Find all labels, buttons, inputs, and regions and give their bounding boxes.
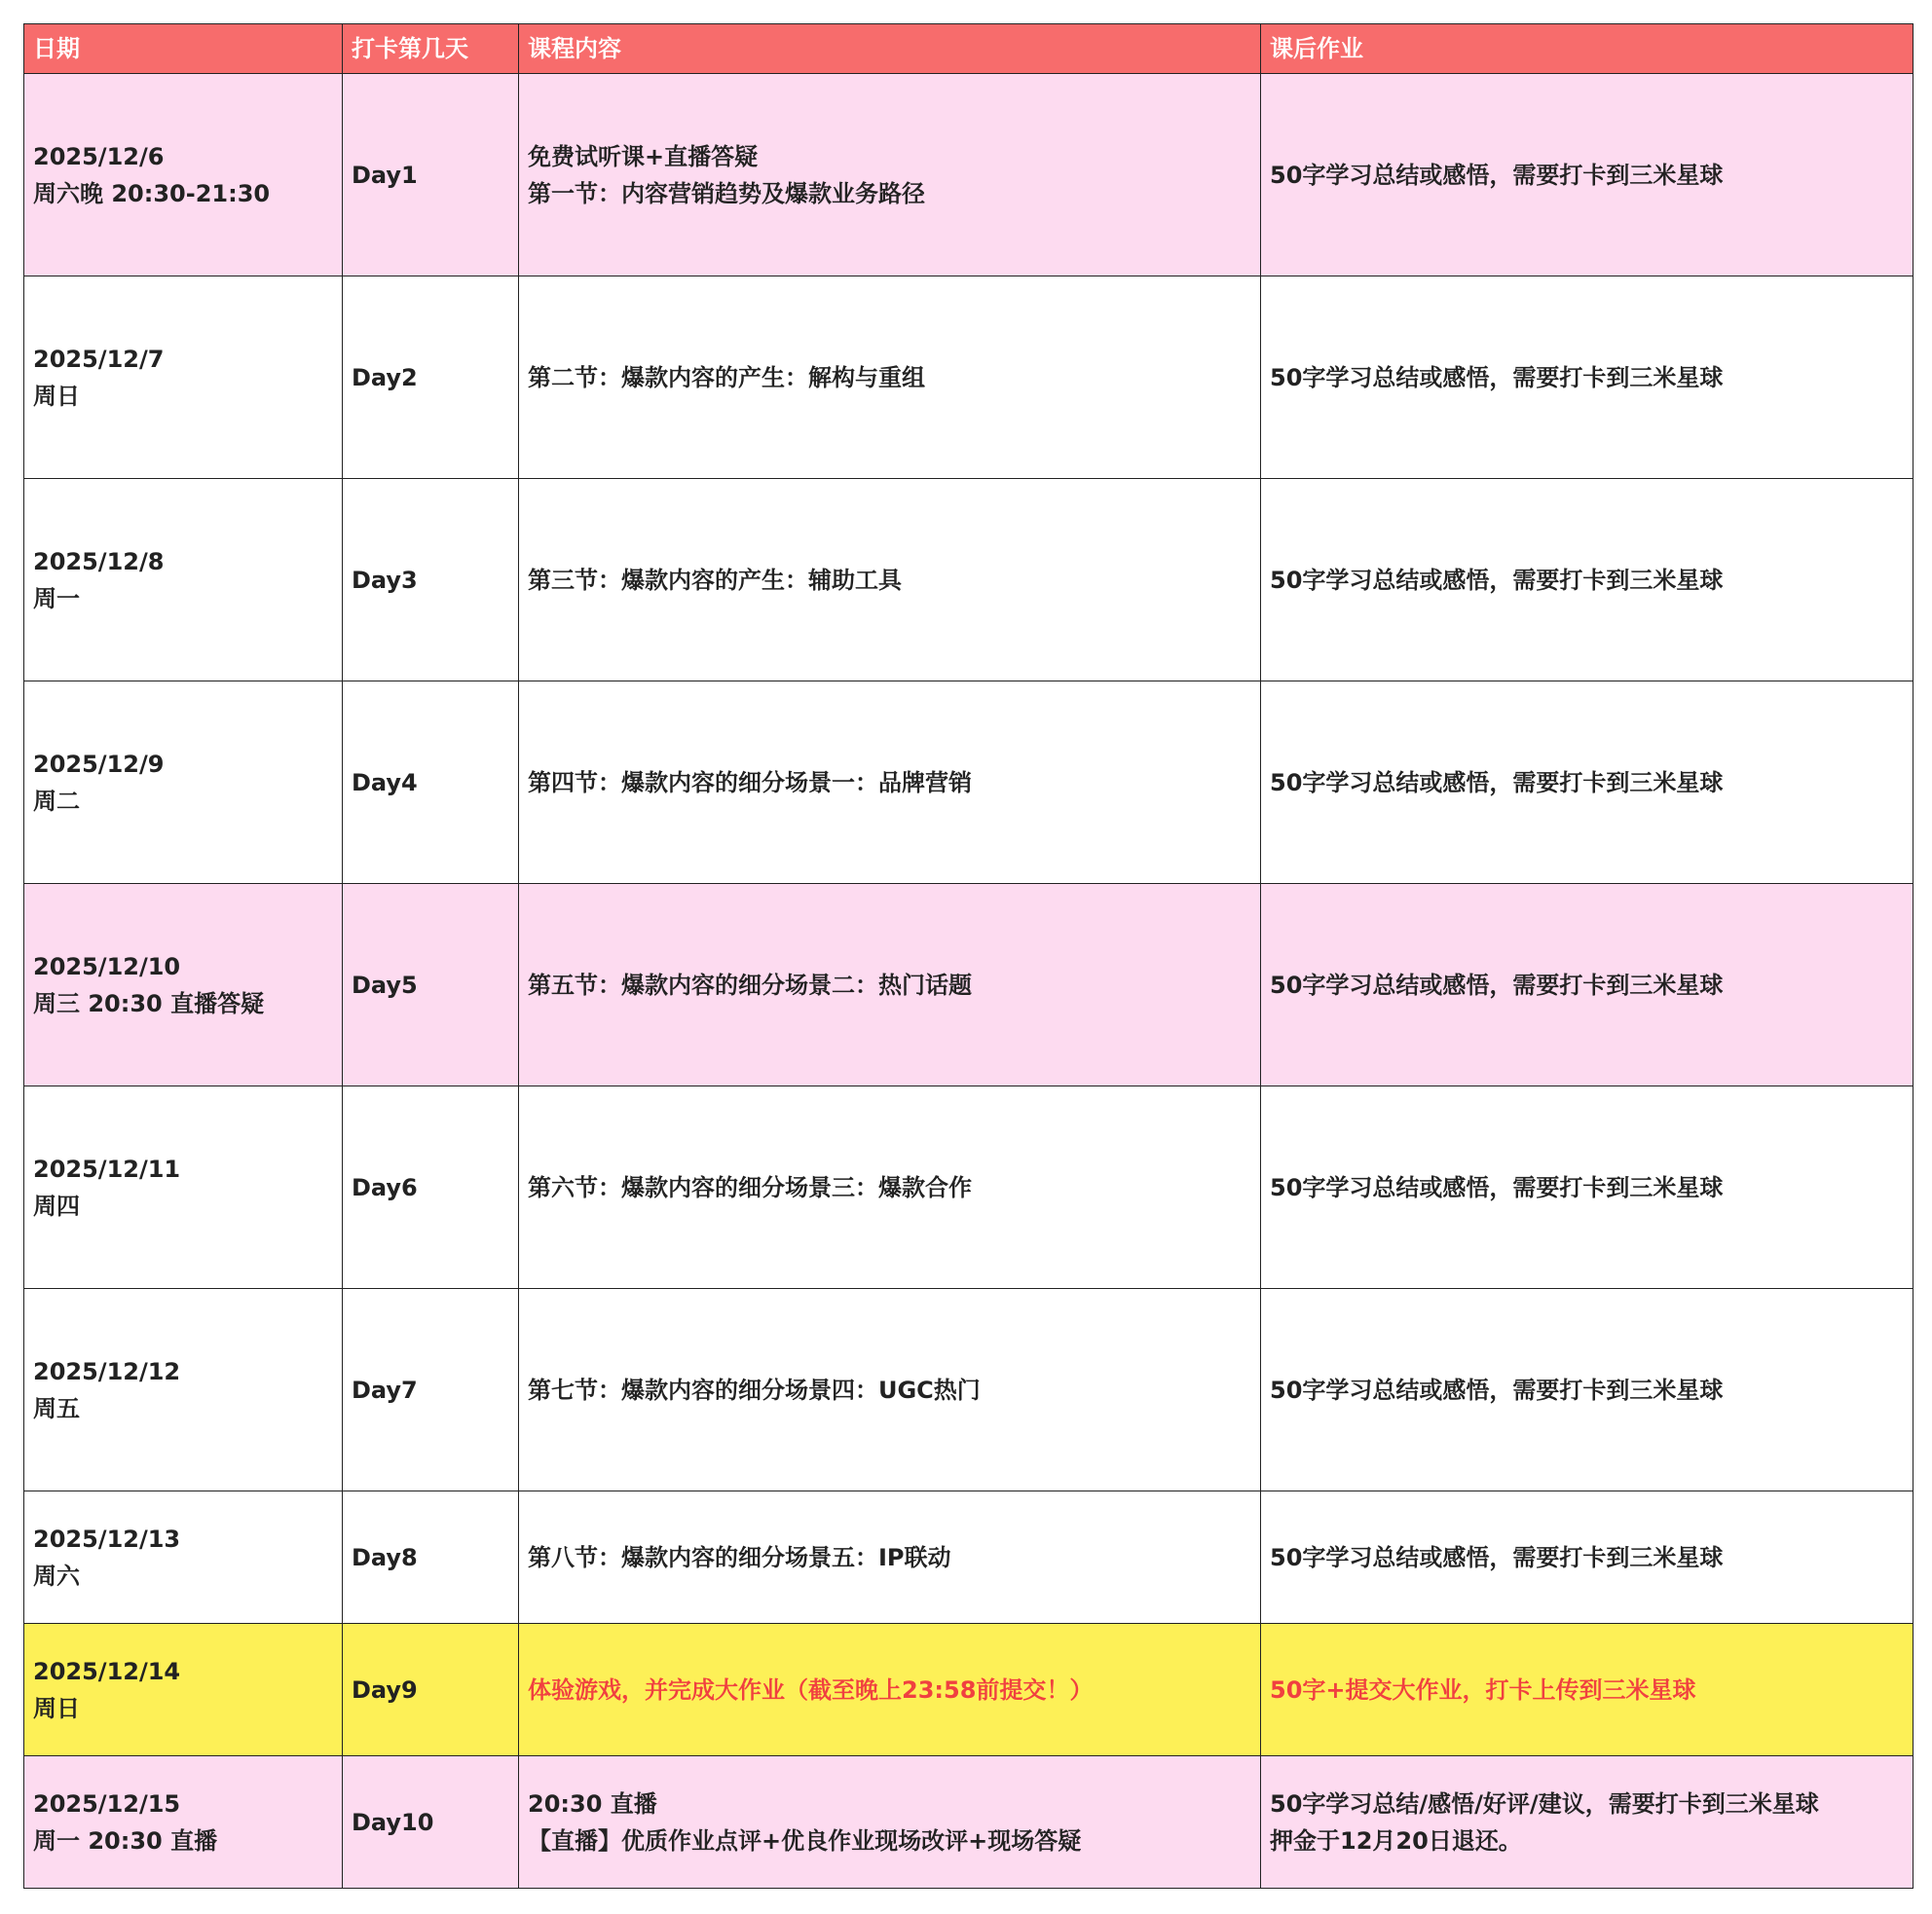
header-course-content: 课程内容	[519, 24, 1261, 74]
date-line: 2025/12/9	[33, 750, 165, 778]
content-line: 第六节：爆款内容的细分场景三：爆款合作	[528, 1173, 972, 1201]
homework-cell	[1261, 1756, 1913, 1889]
weekday-line: 周日	[33, 1694, 80, 1722]
table-row	[24, 1756, 1913, 1889]
schedule-table	[23, 23, 1913, 1889]
homework-line: 50字学习总结或感悟，需要打卡到三米星球	[1270, 1173, 1724, 1201]
content-line: 第五节：爆款内容的细分场景二：热门话题	[528, 971, 972, 999]
content-line: 【直播】优质作业点评+优良作业现场改评+现场答疑	[528, 1826, 1082, 1855]
homework-line: 50字学习总结或感悟，需要打卡到三米星球	[1270, 363, 1724, 391]
header-checkin-day: 打卡第几天	[343, 24, 519, 74]
schedule-body	[24, 74, 1913, 1889]
weekday-line: 周一 20:30 直播	[33, 1826, 218, 1855]
content-cell	[519, 681, 1261, 884]
weekday-line: 周四	[33, 1192, 80, 1220]
content-cell	[519, 1491, 1261, 1624]
header-row	[24, 24, 1913, 74]
content-line: 体验游戏，并完成大作业（截至晚上23:58前提交！）	[528, 1675, 1094, 1704]
homework-line: 50字学习总结或感悟，需要打卡到三米星球	[1270, 768, 1724, 796]
day-cell: Day8	[343, 1491, 519, 1624]
homework-cell	[1261, 681, 1913, 884]
homework-cell	[1261, 1289, 1913, 1491]
date-line: 2025/12/7	[33, 345, 165, 373]
weekday-line: 周日	[33, 382, 80, 410]
weekday-line: 周六	[33, 1562, 80, 1590]
homework-cell	[1261, 479, 1913, 681]
content-cell	[519, 479, 1261, 681]
date-line: 2025/12/11	[33, 1155, 181, 1183]
table-row	[24, 884, 1913, 1086]
day-cell: Day2	[343, 276, 519, 479]
content-cell	[519, 1289, 1261, 1491]
content-line: 免费试听课+直播答疑	[528, 142, 759, 170]
homework-line: 50字学习总结或感悟，需要打卡到三米星球	[1270, 971, 1724, 999]
date-line: 2025/12/15	[33, 1789, 181, 1818]
day-cell: Day9	[343, 1624, 519, 1756]
date-line: 2025/12/13	[33, 1525, 181, 1553]
date-cell	[24, 74, 343, 276]
homework-cell	[1261, 276, 1913, 479]
table-row	[24, 1086, 1913, 1289]
content-cell	[519, 1624, 1261, 1756]
content-line: 第八节：爆款内容的细分场景五：IP联动	[528, 1543, 951, 1571]
content-line: 第七节：爆款内容的细分场景四：UGC热门	[528, 1376, 981, 1404]
date-cell	[24, 1624, 343, 1756]
weekday-line: 周五	[33, 1394, 80, 1422]
table-row	[24, 479, 1913, 681]
homework-cell	[1261, 884, 1913, 1086]
content-cell	[519, 276, 1261, 479]
homework-line: 50字+提交大作业，打卡上传到三米星球	[1270, 1675, 1696, 1704]
table-row	[24, 1624, 1913, 1756]
header-date: 日期	[24, 24, 343, 74]
date-line: 2025/12/8	[33, 547, 165, 575]
homework-line: 50字学习总结/感悟/好评/建议，需要打卡到三米星球	[1270, 1789, 1819, 1818]
day-cell: Day10	[343, 1756, 519, 1889]
content-line: 20:30 直播	[528, 1789, 657, 1818]
content-line: 第四节：爆款内容的细分场景一：品牌营销	[528, 768, 972, 796]
homework-line: 50字学习总结或感悟，需要打卡到三米星球	[1270, 566, 1724, 594]
date-cell	[24, 479, 343, 681]
day-cell: Day6	[343, 1086, 519, 1289]
day-cell: Day3	[343, 479, 519, 681]
date-cell	[24, 1491, 343, 1624]
date-cell	[24, 1086, 343, 1289]
day-cell: Day7	[343, 1289, 519, 1491]
content-line: 第一节：内容营销趋势及爆款业务路径	[528, 179, 925, 207]
table-row	[24, 681, 1913, 884]
weekday-line: 周二	[33, 787, 80, 815]
homework-cell	[1261, 1086, 1913, 1289]
content-cell	[519, 1756, 1261, 1889]
weekday-line: 周六晚 20:30-21:30	[33, 179, 271, 207]
homework-line: 50字学习总结或感悟，需要打卡到三米星球	[1270, 161, 1724, 189]
homework-line: 50字学习总结或感悟，需要打卡到三米星球	[1270, 1376, 1724, 1404]
homework-cell	[1261, 1624, 1913, 1756]
date-cell	[24, 1289, 343, 1491]
content-line: 第三节：爆款内容的产生：辅助工具	[528, 566, 902, 594]
content-cell	[519, 884, 1261, 1086]
homework-line: 50字学习总结或感悟，需要打卡到三米星球	[1270, 1543, 1724, 1571]
header-homework: 课后作业	[1261, 24, 1913, 74]
day-cell: Day5	[343, 884, 519, 1086]
table-row	[24, 1289, 1913, 1491]
content-line: 第二节：爆款内容的产生：解构与重组	[528, 363, 925, 391]
date-line: 2025/12/6	[33, 142, 165, 170]
date-line: 2025/12/10	[33, 952, 181, 980]
day-cell: Day4	[343, 681, 519, 884]
homework-cell	[1261, 1491, 1913, 1624]
table-row	[24, 1491, 1913, 1624]
content-cell	[519, 74, 1261, 276]
table-row	[24, 74, 1913, 276]
date-cell	[24, 681, 343, 884]
day-cell: Day1	[343, 74, 519, 276]
date-cell	[24, 884, 343, 1086]
content-cell	[519, 1086, 1261, 1289]
date-line: 2025/12/12	[33, 1357, 181, 1385]
date-line: 2025/12/14	[33, 1657, 181, 1685]
date-cell	[24, 276, 343, 479]
weekday-line: 周三 20:30 直播答疑	[33, 989, 265, 1017]
homework-line: 押金于12月20日退还。	[1270, 1826, 1522, 1855]
table-row	[24, 276, 1913, 479]
homework-cell	[1261, 74, 1913, 276]
weekday-line: 周一	[33, 584, 80, 612]
date-cell	[24, 1756, 343, 1889]
